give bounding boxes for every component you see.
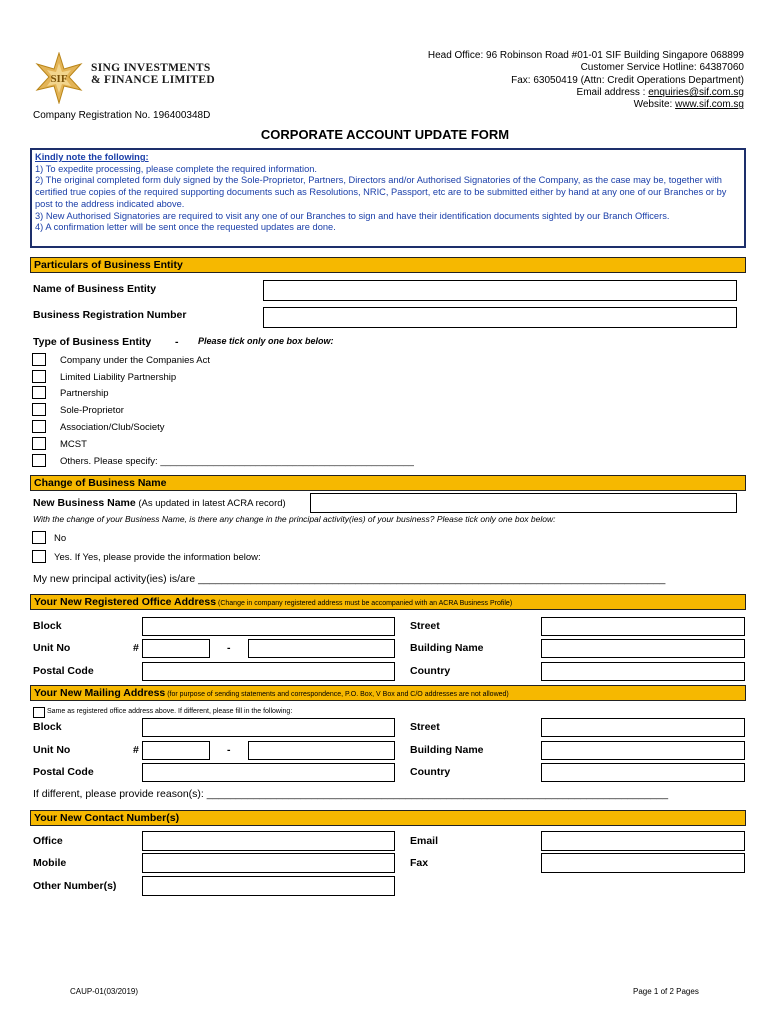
office-street-label: Street: [410, 620, 440, 632]
mailing-address-header-title: Your New Mailing Address: [34, 687, 166, 699]
option-association-label: Association/Club/Society: [60, 422, 165, 433]
office-unit-hash: #: [133, 642, 139, 654]
option-partnership-label: Partnership: [60, 388, 109, 399]
company-registration-number: Company Registration No. 196400348D: [33, 110, 211, 121]
website-link[interactable]: www.sif.com.sg: [675, 99, 744, 111]
mailing-unit-floor-field[interactable]: [142, 741, 210, 760]
section-change-name-header: Change of Business Name: [30, 475, 746, 491]
company-logo-name: [91, 62, 215, 86]
entity-type-instruction: Please tick only one box below:: [198, 336, 334, 346]
mailing-reason-line: If different, please provide reason(s): _______________________________________________________________________________: [33, 788, 669, 800]
new-business-name-field[interactable]: [310, 493, 737, 513]
checkbox-association[interactable]: [32, 420, 46, 433]
mailing-building-field[interactable]: [541, 741, 745, 760]
section-mailing-address-header: [30, 685, 746, 701]
logo-line-2: & FINANCE LIMITED: [91, 74, 215, 86]
office-unit-dash: -: [227, 642, 231, 654]
office-phone-label: Office: [33, 835, 63, 847]
contact-email-label: Email: [410, 835, 439, 847]
mailing-unit-hash: #: [133, 744, 139, 756]
instructions-box: [30, 148, 746, 248]
mailing-postal-label: Postal Code: [33, 766, 94, 778]
checkbox-sole-proprietor[interactable]: [32, 403, 46, 416]
instruction-item: 4) A confirmation letter will be sent once the requested updates are done.: [35, 222, 336, 233]
head-office-address: Head Office: 96 Robinson Road #01-01 SIF Building Singapore 068899: [427, 50, 744, 61]
company-contact-block: [364, 50, 744, 111]
new-principal-activity-line: My new principal activity(ies) is/are ________________________________________________________________________________: [33, 573, 666, 585]
contact-email-field[interactable]: [541, 831, 745, 851]
instruction-item: 1) To expedite processing, please complete the required information.: [35, 163, 317, 174]
other-number-label: Other Number(s): [33, 880, 117, 892]
office-address-header-note: (Change in company registered address must be accompanied with an ACRA Business Profile): [216, 600, 513, 607]
logo-initials: SIF: [50, 73, 68, 85]
form-code: CAUP-01(03/2019): [70, 987, 139, 996]
contact-fax-label: Fax: [410, 857, 429, 869]
mobile-phone-label: Mobile: [33, 857, 67, 869]
principal-activity-question: With the change of your Business Name, is there any change in the principal activity(ies) of your business? Please tick only one box below:: [33, 514, 556, 524]
mailing-block-label: Block: [33, 721, 62, 733]
entity-type-label: Type of Business Entity: [33, 336, 152, 348]
office-block-label: Block: [33, 620, 62, 632]
option-company-label: Company under the Companies Act: [60, 355, 210, 366]
checkbox-activity-no[interactable]: [32, 531, 46, 544]
mailing-country-label: Country: [410, 766, 451, 778]
fax-number: Fax: 63050419 (Attn: Credit Operations Department): [511, 74, 744, 86]
option-mcst-label: MCST: [60, 439, 87, 450]
section-contact-header: Your New Contact Number(s): [30, 810, 746, 826]
section-particulars-header: Particulars of Business Entity: [30, 257, 746, 273]
office-postal-label: Postal Code: [33, 665, 94, 677]
mailing-unit-dash: -: [227, 744, 231, 756]
office-building-field[interactable]: [541, 639, 745, 658]
business-name-label: Name of Business Entity: [33, 283, 157, 295]
mailing-block-field[interactable]: [142, 718, 395, 737]
email-link[interactable]: enquiries@sif.com.sg: [648, 86, 744, 98]
office-country-field[interactable]: [541, 662, 745, 681]
office-street-field[interactable]: [541, 617, 745, 636]
entity-type-dash: -: [175, 336, 179, 348]
mailing-unit-number-field[interactable]: [248, 741, 395, 760]
business-name-field[interactable]: [263, 280, 737, 301]
instruction-item: 3) New Authorised Signatories are required to visit any one of our Branches to sign and have their identification documents sighted by our Branch Officers.: [35, 210, 670, 221]
form-title: CORPORATE ACCOUNT UPDATE FORM: [260, 127, 510, 142]
checkbox-activity-yes[interactable]: [32, 550, 46, 563]
mailing-building-label: Building Name: [410, 744, 484, 756]
new-business-name-label-group: [33, 497, 286, 509]
customer-hotline: Customer Service Hotline: 64387060: [580, 62, 744, 74]
option-sole-proprietor-label: Sole-Proprietor: [60, 405, 124, 416]
checkbox-llp[interactable]: [32, 370, 46, 383]
business-registration-field[interactable]: [263, 307, 737, 328]
checkbox-partnership[interactable]: [32, 386, 46, 399]
office-unit-number-field[interactable]: [248, 639, 395, 658]
office-address-header-title: Your New Registered Office Address: [34, 596, 217, 608]
office-postal-field[interactable]: [142, 662, 395, 681]
office-building-label: Building Name: [410, 642, 484, 654]
checkbox-mcst[interactable]: [32, 437, 46, 450]
business-registration-label: Business Registration Number: [33, 309, 187, 321]
office-block-field[interactable]: [142, 617, 395, 636]
option-llp-label: Limited Liability Partnership: [60, 372, 177, 383]
website-prefix: Website:: [633, 99, 676, 111]
new-business-name-label: New Business Name: [33, 497, 136, 509]
other-number-field[interactable]: [142, 876, 395, 896]
mailing-street-label: Street: [410, 721, 440, 733]
checkbox-company[interactable]: [32, 353, 46, 366]
office-unit-label: Unit No: [33, 642, 71, 654]
website-line: [364, 99, 744, 111]
email-prefix: Email address :: [576, 86, 649, 98]
mailing-street-field[interactable]: [541, 718, 745, 737]
office-phone-field[interactable]: [142, 831, 395, 851]
page-number: Page 1 of 2 Pages: [633, 987, 699, 996]
checkbox-same-as-office[interactable]: [33, 707, 45, 718]
mailing-address-header-note: (for purpose of sending statements and correspondence, P.O. Box, V Box and C/O addresses are not allowed): [165, 691, 509, 698]
mailing-country-field[interactable]: [541, 763, 745, 782]
mailing-unit-label: Unit No: [33, 744, 71, 756]
logo-line-1: SING INVESTMENTS: [91, 62, 211, 74]
option-others-label: Others. Please specify: ________________________________________________: [60, 456, 414, 467]
new-business-name-note: (As updated in latest ACRA record): [135, 498, 286, 509]
company-logo-icon: [33, 52, 85, 104]
office-country-label: Country: [410, 665, 451, 677]
section-office-address-header: [30, 594, 746, 610]
option-activity-no-label: No: [54, 533, 67, 544]
mobile-phone-field[interactable]: [142, 853, 395, 873]
option-activity-yes-label: Yes. If Yes, please provide the information below:: [54, 552, 261, 563]
instruction-item: 2) The original completed form duly signed by the Sole-Proprietor, Partners, Directors and/or Authorised Signatories of the Company, as the case may be, together with certified true copies of the required supporting documents such as Resolutions, NRIC, Passport, etc are to be submitted either by hand at any one of our Branches or by post to the address indicated above.: [35, 175, 727, 209]
email-line: [364, 87, 744, 99]
contact-fax-field[interactable]: [541, 853, 745, 873]
checkbox-others[interactable]: [32, 454, 46, 467]
same-as-office-label: Same as registered office address above. If different, please fill in the following:: [47, 708, 293, 715]
mailing-postal-field[interactable]: [142, 763, 395, 782]
office-unit-floor-field[interactable]: [142, 639, 210, 658]
instructions-heading: Kindly note the following:: [35, 152, 149, 162]
